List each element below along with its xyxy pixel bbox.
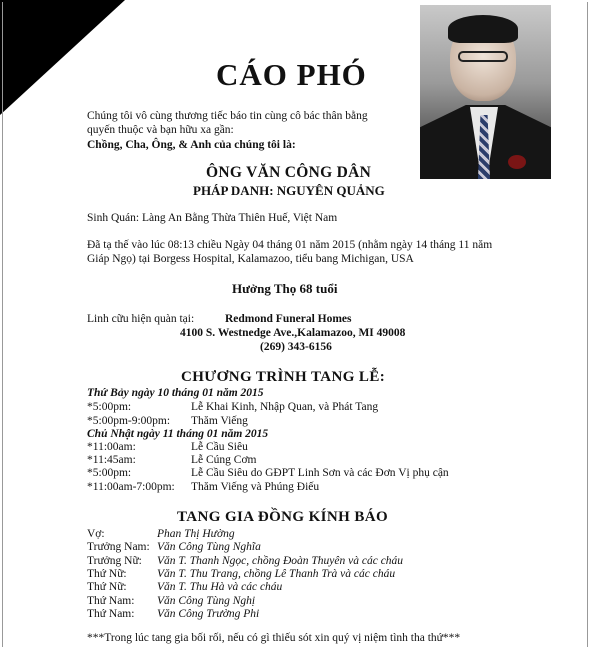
mourning-ribbon xyxy=(0,0,125,115)
funeral-home-address: 4100 S. Westnedge Ave.,Kalamazoo, MI 49008 xyxy=(180,327,406,339)
day-date: Thứ Bảy ngày 10 tháng 01 năm 2015 xyxy=(87,387,264,399)
event-time: *5:00pm: xyxy=(87,401,132,413)
portrait-photo xyxy=(420,5,551,179)
event-time: *5:00pm: xyxy=(87,467,132,479)
family-name: Phan Thị Hường xyxy=(157,528,235,540)
family-name: Văn Công Tùng Nghị xyxy=(157,595,256,607)
event-desc: Thăm Viếng và Phúng Điếu xyxy=(191,481,320,493)
intro-line-3: Chồng, Cha, Ông, & Anh của chúng tôi là: xyxy=(87,139,296,151)
event-desc: Lễ Cúng Cơm xyxy=(191,454,257,466)
location-label: Linh cữu hiện quàn tại: xyxy=(87,313,195,325)
intro-line-1: Chúng tôi vô cùng thương tiếc báo tin cùng cô bác thân bằng xyxy=(87,110,368,122)
death-line-2: Giáp Ngọ) tại Borgess Hospital, Kalamazoo, tiểu bang Michigan, USA xyxy=(87,253,414,265)
event-desc: Thăm Viếng xyxy=(191,415,248,427)
family-name: Văn Công Trường Phi xyxy=(157,608,260,620)
event-time: *11:00am: xyxy=(87,441,136,453)
family-role: Thứ Nữ: xyxy=(87,581,127,593)
funeral-home-phone: (269) 343-6156 xyxy=(260,341,332,353)
event-time: *11:00am-7:00pm: xyxy=(87,481,175,493)
family-role: Trưởng Nữ: xyxy=(87,555,142,567)
family-name: Văn Công Tùng Nghĩa xyxy=(157,541,261,553)
event-desc: Lễ Cầu Siêu xyxy=(191,441,248,453)
family-name: Văn T. Thu Trang, chồng Lê Thanh Trà và các cháu xyxy=(157,568,396,580)
event-time: *5:00pm-9:00pm: xyxy=(87,415,171,427)
day-date: Chủ Nhật ngày 11 tháng 01 năm 2015 xyxy=(87,428,269,440)
family-role: Thứ Nam: xyxy=(87,608,135,620)
family-role: Thứ Nữ: xyxy=(87,568,127,580)
program-heading: CHƯƠNG TRÌNH TANG LỄ: xyxy=(181,369,386,385)
funeral-home-name: Redmond Funeral Homes xyxy=(225,313,352,325)
age-line: Hưởng Thọ 68 tuổi xyxy=(232,281,338,296)
family-name: Văn T. Thanh Ngọc, chồng Đoàn Thuyên và các cháu xyxy=(157,555,404,567)
birthplace: Sinh Quán: Làng An Bằng Thừa Thiên Huế, Việt Nam xyxy=(87,212,338,224)
family-name: Văn T. Thu Hà và các cháu xyxy=(157,581,283,593)
footer-note: ***Trong lúc tang gia bối rối, nếu có gì thiếu sót xin quý vị niệm tình tha thứ*** xyxy=(87,632,461,644)
event-desc: Lễ Khai Kinh, Nhập Quan, và Phát Tang xyxy=(191,401,379,413)
event-desc: Lễ Cầu Siêu do GĐPT Linh Sơn và các Đơn Vị phụ cận xyxy=(191,467,449,479)
death-line-1: Đã tạ thế vào lúc 08:13 chiều Ngày 04 tháng 01 năm 2015 (nhằm ngày 14 tháng 11 năm xyxy=(87,239,493,251)
family-role: Thứ Nam: xyxy=(87,595,135,607)
page-title: CÁO PHÓ xyxy=(216,57,367,92)
deceased-name: ÔNG VĂN CÔNG DÂN xyxy=(206,164,372,181)
family-heading: TANG GIA ĐỒNG KÍNH BÁO xyxy=(177,509,389,525)
family-role: Trưởng Nam: xyxy=(87,541,150,553)
event-time: *11:45am: xyxy=(87,454,136,466)
dharma-name: PHÁP DANH: NGUYÊN QUẢNG xyxy=(193,183,385,198)
family-role: Vợ: xyxy=(87,528,105,540)
intro-line-2: quyến thuộc và bạn hữu xa gần: xyxy=(87,124,234,136)
